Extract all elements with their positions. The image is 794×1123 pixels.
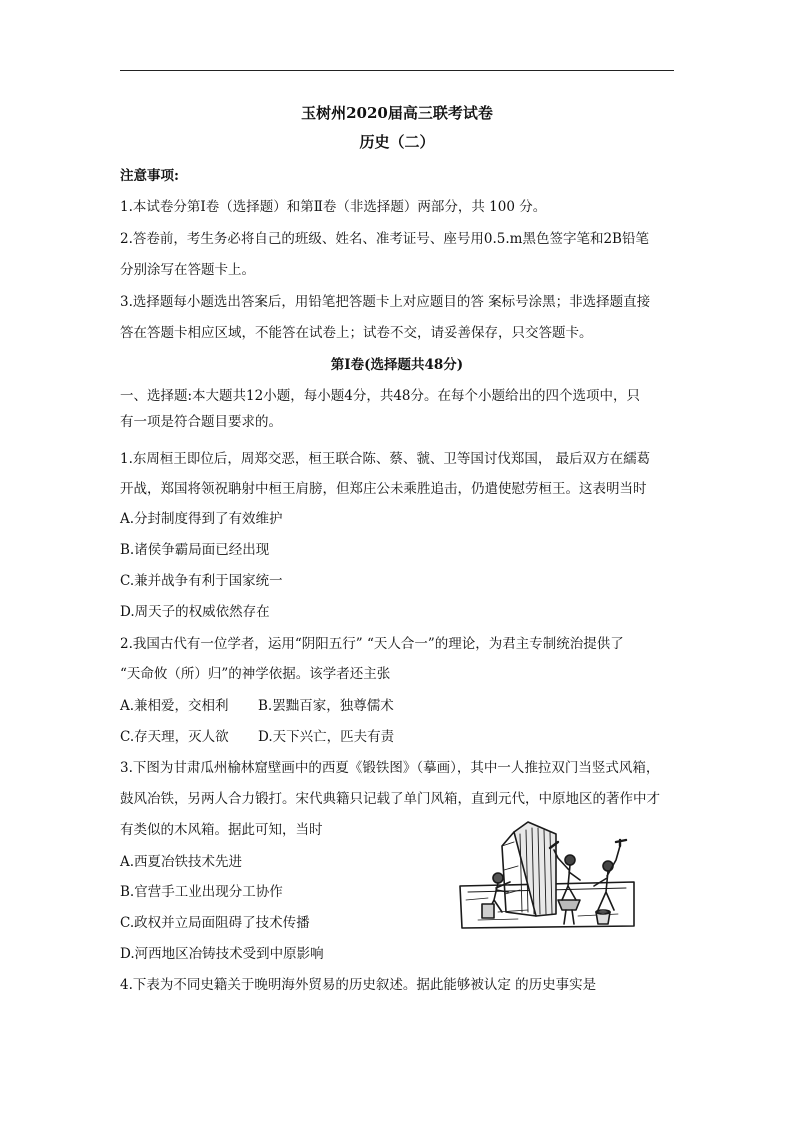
q3-option-a: A.西夏冶铁技术先进 (120, 854, 243, 870)
q2-option-d: D.天下兴亡，匹夫有责 (258, 729, 395, 745)
note-item: 分别涂写在答题卡上。 (120, 262, 255, 278)
question-4-stem: 4.下表为不同史籍关于晚明海外贸易的历史叙述。据此能够被认定 的历史事实是 (120, 977, 597, 993)
header-rule (120, 70, 674, 71)
subject-title: 历史（二） (359, 133, 435, 151)
note-item: 答在答题卡相应区域，不能答在试卷上；试卷不交，请妥善保存，只交答题卡。 (120, 325, 593, 341)
section-title: 第Ⅰ卷(选择题共48分) (330, 357, 464, 373)
q1-option-d: D.周天子的权威依然存在 (120, 604, 270, 620)
notes-heading: 注意事项: (120, 168, 179, 184)
note-item: 2.答卷前，考生务必将自己的班级、姓名、准考证号、座号用0.5.m黑色签字笔和2B铅笔 (120, 231, 649, 247)
q3-option-c: C.政权并立局面阻碍了技术传播 (120, 915, 310, 931)
question-3-stem: 有类似的木风箱。据此可知，当时 (120, 822, 323, 838)
section-intro: 有一项是符合题目要求的。 (120, 414, 282, 430)
question-1-stem: 1.东周桓王即位后，周郑交恶，桓王联合陈、蔡、虢、卫等国讨伐郑国， 最后双方在繻葛 (120, 451, 651, 467)
q1-option-a: A.分封制度得到了有效维护 (120, 511, 283, 527)
section-intro: 一、选择题:本大题共12小题，每小题4分，共48分。在每个小题给出的四个选项中，只 (120, 388, 640, 404)
note-item: 1.本试卷分第Ⅰ卷（选择题）和第Ⅱ卷（非选择题）两部分，共 100 分。 (120, 199, 547, 215)
q2-option-c: C.存天理，灭人欲 (120, 729, 229, 745)
q2-option-b: B.罢黜百家，独尊儒术 (258, 698, 394, 714)
q3-option-d: D.河西地区冶铸技术受到中原影响 (120, 946, 324, 962)
q1-option-c: C.兼并战争有利于国家统一 (120, 573, 283, 589)
q2-option-a: A.兼相爱，交相利 (120, 698, 229, 714)
note-item: 3.选择题每小题选出答案后，用铅笔把答题卡上对应题目的答 案标号涂黑；非选择题直接 (120, 294, 651, 310)
question-2-stem: 2.我国古代有一位学者，运用“阴阳五行” “天人合一”的理论，为君主专制统治提供了 (120, 636, 624, 652)
question-2-stem: “天命攸（所）归”的神学依据。该学者还主张 (120, 666, 391, 682)
question-3-stem: 鼓风冶铁，另两人合力锻打。宋代典籍只记载了单门风箱，直到元代，中原地区的著作中才 (120, 791, 660, 807)
question-3-stem: 3.下图为甘肃瓜州榆林窟壁画中的西夏《锻铁图》（摹画），其中一人推拉双门当竖式风箱， (120, 760, 660, 776)
forging-mural-illustration (458, 820, 638, 932)
question-1-stem: 开战，郑国将领祝聃射中桓王肩膀，但郑庄公未乘胜追击，仍遣使慰劳桓王。这表明当时 (120, 481, 647, 497)
q1-option-b: B.诸侯争霸局面已经出现 (120, 542, 270, 558)
q3-option-b: B.官营手工业出现分工协作 (120, 884, 283, 900)
exam-title: 玉树州2020届高三联考试卷 (301, 104, 493, 122)
